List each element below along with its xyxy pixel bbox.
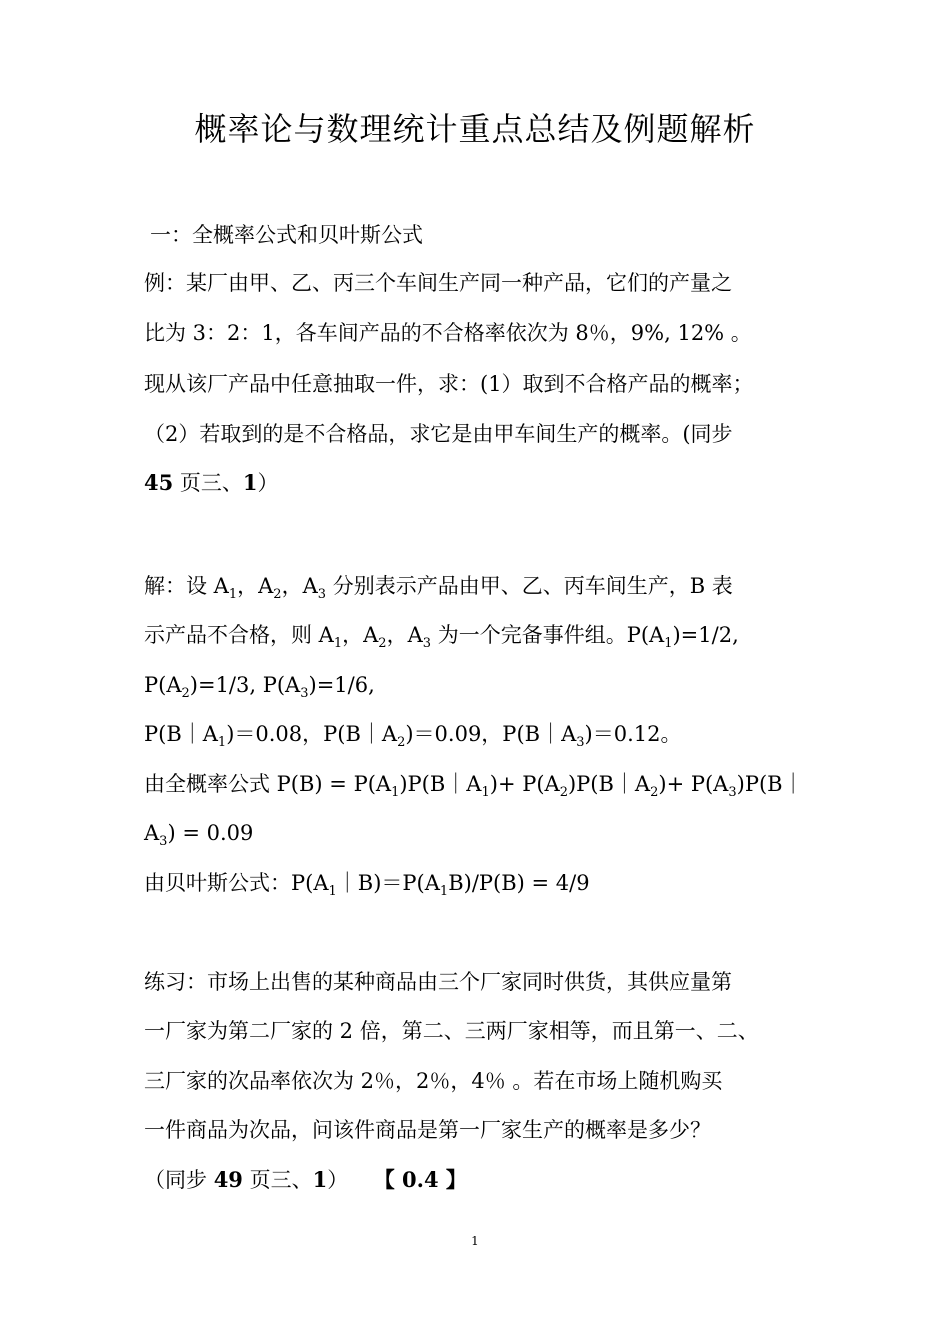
text-run: P(B｜A bbox=[144, 722, 218, 746]
subscript: 2 bbox=[181, 686, 190, 701]
solution-line-5 bbox=[144, 769, 808, 799]
text-run: )P(B｜ bbox=[736, 772, 804, 796]
exercise-ref-number: 49 bbox=[213, 1167, 243, 1192]
subscript: 1 bbox=[333, 636, 343, 651]
subscript: 2 bbox=[273, 587, 282, 602]
exercise-line-5 bbox=[144, 1165, 808, 1195]
page-ref-item: 1 bbox=[242, 470, 258, 495]
solution-line-6 bbox=[144, 818, 808, 848]
text-run: 由全概率公式 P(B) = P(A bbox=[144, 772, 392, 796]
subscript: 3 bbox=[576, 735, 585, 750]
text-run: P(A bbox=[144, 673, 182, 697]
text-run: )=1/6, bbox=[308, 673, 375, 697]
solution-line-3 bbox=[144, 670, 808, 700]
text-run: 为一个完备事件组。P(A bbox=[431, 623, 665, 647]
subscript: 1 bbox=[328, 884, 337, 899]
text-run: )＝0.09，P(B｜A bbox=[405, 722, 577, 746]
page-ref-close: ） bbox=[257, 471, 279, 495]
example-line-4: （2）若取到的是不合格品，求它是由甲车间生产的概率。(同步 bbox=[144, 422, 733, 446]
text-run: )=1/2, bbox=[672, 623, 739, 647]
page-ref-number: 45 bbox=[144, 470, 174, 495]
subscript: 1 bbox=[439, 884, 449, 899]
solution-line-2 bbox=[144, 620, 808, 650]
text-run: )＝0.08，P(B｜A bbox=[226, 722, 398, 746]
subscript: 3 bbox=[422, 636, 432, 651]
subscript: 2 bbox=[397, 735, 406, 750]
text-run: )+ P(A bbox=[489, 772, 560, 796]
example-line-2: 比为 3：2：1，各车间产品的不合格率依次为 8％，9%, 12% 。 bbox=[144, 321, 752, 345]
text-run: )=1/3, P(A bbox=[189, 673, 301, 697]
subscript: 1 bbox=[228, 587, 238, 602]
subscript: 1 bbox=[391, 785, 400, 800]
text-run: )+ P(A bbox=[658, 772, 729, 796]
text-run: 示产品不合格，则 A bbox=[144, 623, 334, 647]
text-run: A bbox=[144, 821, 160, 845]
page-ref-text: 页三、 bbox=[173, 471, 243, 495]
text-run: ，A bbox=[342, 623, 379, 647]
exercise-line-4: 一件商品为次品，问该件商品是第一厂家生产的概率是多少？ bbox=[144, 1118, 711, 1142]
subscript: 3 bbox=[728, 785, 737, 800]
exercise-line-1: 练习：市场上出售的某种商品由三个厂家同时供货，其供应量第 bbox=[144, 970, 732, 994]
exercise-ref-text: 页三、 bbox=[242, 1168, 313, 1192]
subscript: 3 bbox=[300, 686, 309, 701]
text-run: )＝0.12。 bbox=[584, 722, 682, 746]
example-line-5 bbox=[144, 468, 808, 498]
text-run: ，A bbox=[281, 574, 318, 598]
solution-line-7 bbox=[144, 868, 808, 898]
exercise-line-2: 一厂家为第二厂家的 2 倍，第二、三两厂家相等，而且第一、二、 bbox=[144, 1019, 759, 1043]
exercise-ref-open: （同步 bbox=[144, 1168, 214, 1192]
text-run: B)/P(B) = 4/9 bbox=[448, 871, 590, 895]
text-run: )P(B｜A bbox=[399, 772, 482, 796]
subscript: 3 bbox=[159, 834, 168, 849]
text-run: 解：设 A bbox=[144, 574, 229, 598]
subscript: 2 bbox=[559, 785, 568, 800]
subscript: 2 bbox=[650, 785, 659, 800]
subscript: 1 bbox=[664, 636, 673, 651]
solution-line-4 bbox=[144, 719, 808, 749]
exercise-ref-close: ） bbox=[327, 1168, 349, 1192]
exercise-ref-item: 1 bbox=[312, 1167, 328, 1192]
text-run: 分别表示产品由甲、乙、丙车间生产，B 表 bbox=[326, 574, 733, 598]
document-title: 概率论与数理统计重点总结及例题解析 bbox=[194, 110, 756, 148]
text-run: ) = 0.09 bbox=[167, 821, 254, 845]
example-line-3: 现从该厂产品中任意抽取一件，求：(1）取到不合格产品的概率； bbox=[144, 372, 754, 396]
example-line-1: 例：某厂由甲、乙、丙三个车间生产同一种产品，它们的产量之 bbox=[144, 271, 732, 295]
text-run: ，A bbox=[237, 574, 274, 598]
text-run: ，A bbox=[386, 623, 423, 647]
subscript: 2 bbox=[378, 636, 387, 651]
subscript: 1 bbox=[481, 785, 490, 800]
page-number: 1 bbox=[471, 1234, 479, 1248]
text-run: 由贝叶斯公式：P(A bbox=[144, 871, 329, 895]
subscript: 1 bbox=[217, 735, 227, 750]
solution-line-1 bbox=[144, 571, 808, 601]
exercise-answer: 【 0.4 】 bbox=[384, 1167, 467, 1192]
subscript: 3 bbox=[317, 587, 327, 602]
text-run: )P(B｜A bbox=[567, 772, 651, 796]
exercise-line-3: 三厂家的次品率依次为 2％，2％，4％ 。若在市场上随机购买 bbox=[144, 1069, 723, 1093]
section-heading: 一：全概率公式和贝叶斯公式 bbox=[150, 223, 423, 247]
text-run: ｜B)＝P(A bbox=[336, 871, 440, 895]
